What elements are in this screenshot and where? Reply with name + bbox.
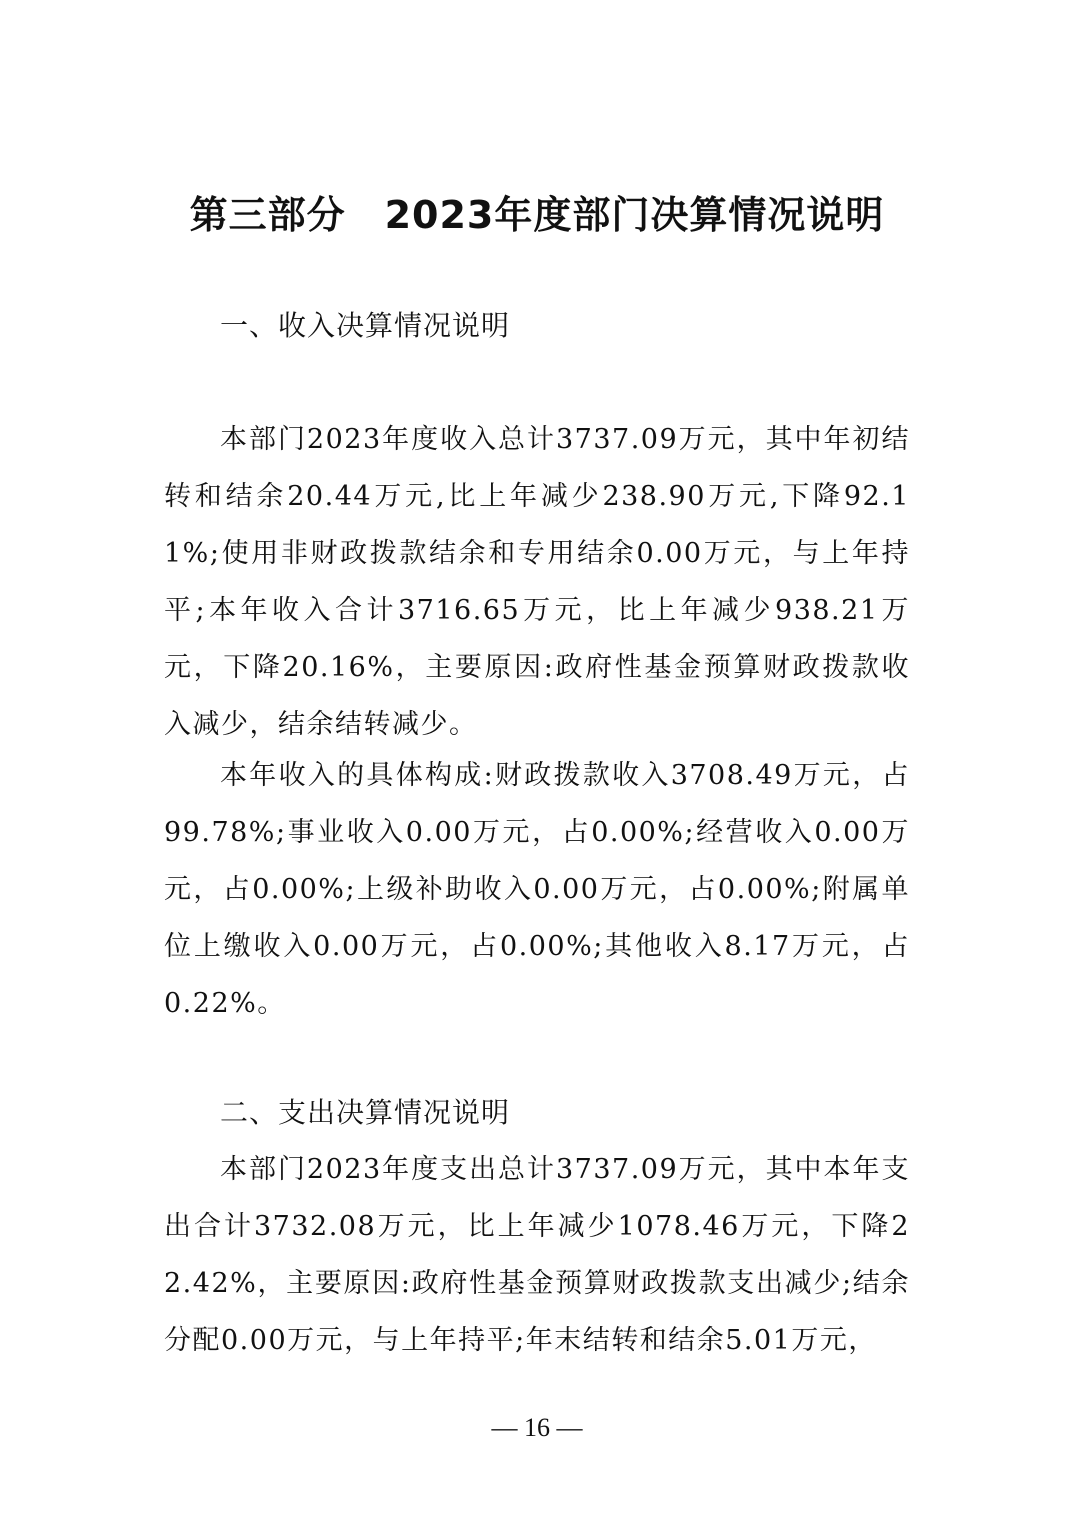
section-heading-expenditure: 二、支出决算情况说明 xyxy=(220,1096,511,1129)
income-composition-paragraph: 本年收入的具体构成:财政拨款收入3708.49万元，占99.78%;事业收入0.00万元，占0.00%;经营收入0.00万元，占0.00%;上级补助收入0.00万元，占0.00%;附属单位上缴收入0.00万元，占0.00%;其他收入8.17万元，占0.22%。 xyxy=(164,760,910,1019)
expenditure-summary-paragraph: 本部门2023年度支出总计3737.09万元，其中本年支出合计3732.08万元，比上年减少1078.46万元，下降22.42%，主要原因:政府性基金预算财政拨款支出减少;结余分配0.00万元，与上年持平;年末结转和结余5.01万元， xyxy=(164,1154,910,1356)
page-title: 第三部分 2023年度部门决算情况说明 xyxy=(189,193,885,237)
page-number: — 16 — xyxy=(491,1413,583,1442)
income-summary-paragraph: 本部门2023年度收入总计3737.09万元，其中年初结转和结余20.44万元,比上年减少238.90万元,下降92.11%;使用非财政拨款结余和专用结余0.00万元，与上年持平;本年收入合计3716.65万元，比上年减少938.21万元，下降20.16%，主要原因:政府性基金预算财政拨款收入减少，结余结转减少。 xyxy=(164,424,910,740)
section-heading-income: 一、收入决算情况说明 xyxy=(220,309,511,342)
